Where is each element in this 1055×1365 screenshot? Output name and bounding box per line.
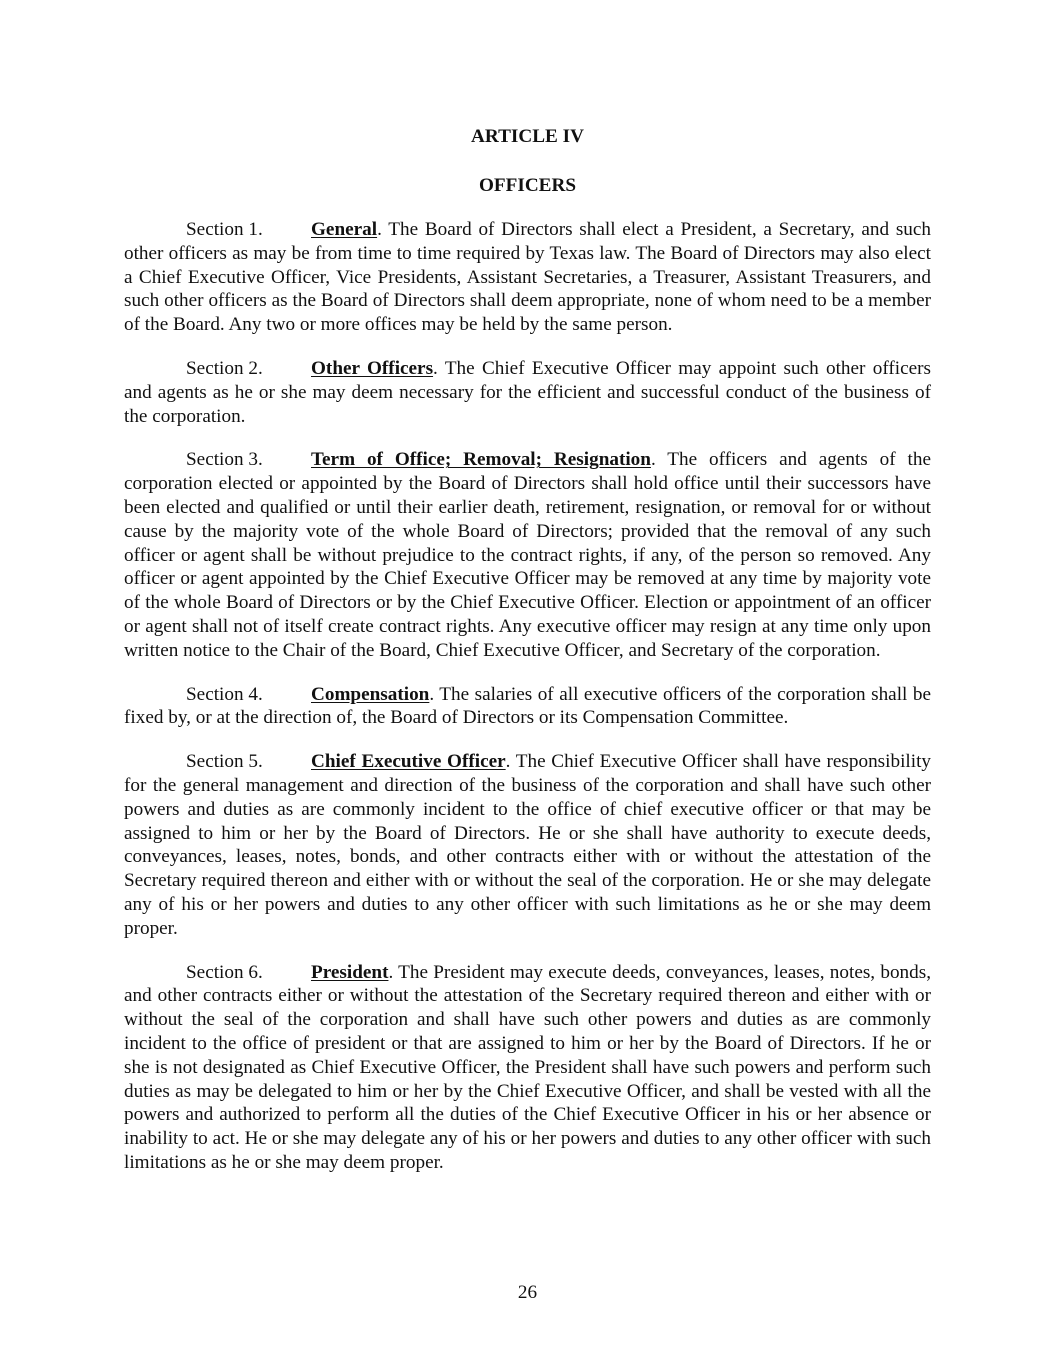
section-title: Compensation bbox=[311, 683, 430, 705]
article-title: ARTICLE IV bbox=[471, 126, 584, 147]
section-2 bbox=[124, 357, 931, 428]
section-text: . The salaries of all executive officers of the corporation shall be fixed by, or at the direction of, the Board of Directors or its Compensation Committee. bbox=[124, 683, 931, 729]
section-label: Section 3. bbox=[186, 449, 263, 471]
section-text: . The Board of Directors shall elect a President, a Secretary, and such other officers as may be from time to time required by Texas law. The Board of Directors may also elect a Chief Executive Officer, Vice Presidents, Assistant Secretaries, a Treasurer, Assistant Treasurers, and such other officers as the Board of Directors shall deem appropriate, none of whom need to be a member of the Board. Any two or more offices may be held by the same person. bbox=[124, 219, 931, 336]
section-text: . The President may execute deeds, conveyances, leases, notes, bonds, and other contracts either or without the attestation of the Secretary required thereon and either with or without the seal of the corporation and shall have such other powers and duties as are commonly incident to the office of president or that are assigned to him or her by the Board of Directors. If he or she is not designated as Chief Executive Officer, the President shall have such powers and perform such duties as may be delegated to him or her by the Chief Executive Officer, and shall be vested with all the powers and authorized to perform all the duties of the Chief Executive Officer in his or her absence or inability to act. He or she may delegate any of his or her powers and duties to any other officer with such limitations as he or she may deem proper. bbox=[124, 961, 931, 1173]
section-text: . The officers and agents of the corporation elected or appointed by the Board of Directors shall hold office until their successors have been elected and qualified or until their earlier death, retirement, resignation, or removal for or without cause by the majority vote of the whole Board of Directors; provided that the removal of any such officer or agent shall be without prejudice to the contract rights, if any, of the person so removed. Any officer or agent appointed by the Chief Executive Officer may be removed at any time by majority vote of the whole Board of Directors or by the Chief Executive Officer. Election or appointment of an officer or agent shall not of itself create contract rights. Any executive officer may resign at any time only upon written notice to the Chair of the Board, Chief Executive Officer, and Secretary of the corporation. bbox=[124, 449, 931, 661]
section-label: Section 6. bbox=[186, 961, 263, 983]
section-4 bbox=[124, 683, 931, 731]
page-number: 26 bbox=[517, 1282, 538, 1303]
sections-list bbox=[124, 218, 931, 1195]
section-label: Section 2. bbox=[186, 357, 263, 379]
section-text: . The Chief Executive Officer shall have responsibility for the general management and direction of the business of the corporation and shall have such other powers and duties as are commonly incident to the office of chief executive officer or that may be assigned to him or her by the Board of Directors. He or she shall have authority to execute deeds, conveyances, leases, notes, bonds, and other contracts either with or without the attestation of the Secretary required thereon and either with or without the seal of the corporation. He or she may delegate any of his or her powers and duties to any other officer with such limitations as he or she may deem proper. bbox=[124, 751, 931, 939]
section-6 bbox=[124, 961, 931, 1175]
section-1 bbox=[124, 218, 931, 337]
section-title: President bbox=[311, 961, 389, 983]
section-title: General bbox=[311, 219, 378, 240]
section-title: Chief Executive Officer bbox=[311, 751, 506, 773]
article-subtitle: OFFICERS bbox=[478, 175, 576, 196]
section-label: Section 4. bbox=[186, 683, 263, 705]
section-title: Term of Office; Removal; Resignation bbox=[311, 449, 651, 471]
section-text: . The Chief Executive Officer may appoint such other officers and agents as he or she may deem necessary for the efficient and successful conduct of the business of the corporation. bbox=[124, 357, 931, 427]
section-3 bbox=[124, 448, 931, 662]
section-title: Other Officers bbox=[311, 357, 434, 379]
section-5 bbox=[124, 750, 931, 940]
section-label: Section 1. bbox=[186, 219, 263, 240]
section-label: Section 5. bbox=[186, 751, 263, 773]
